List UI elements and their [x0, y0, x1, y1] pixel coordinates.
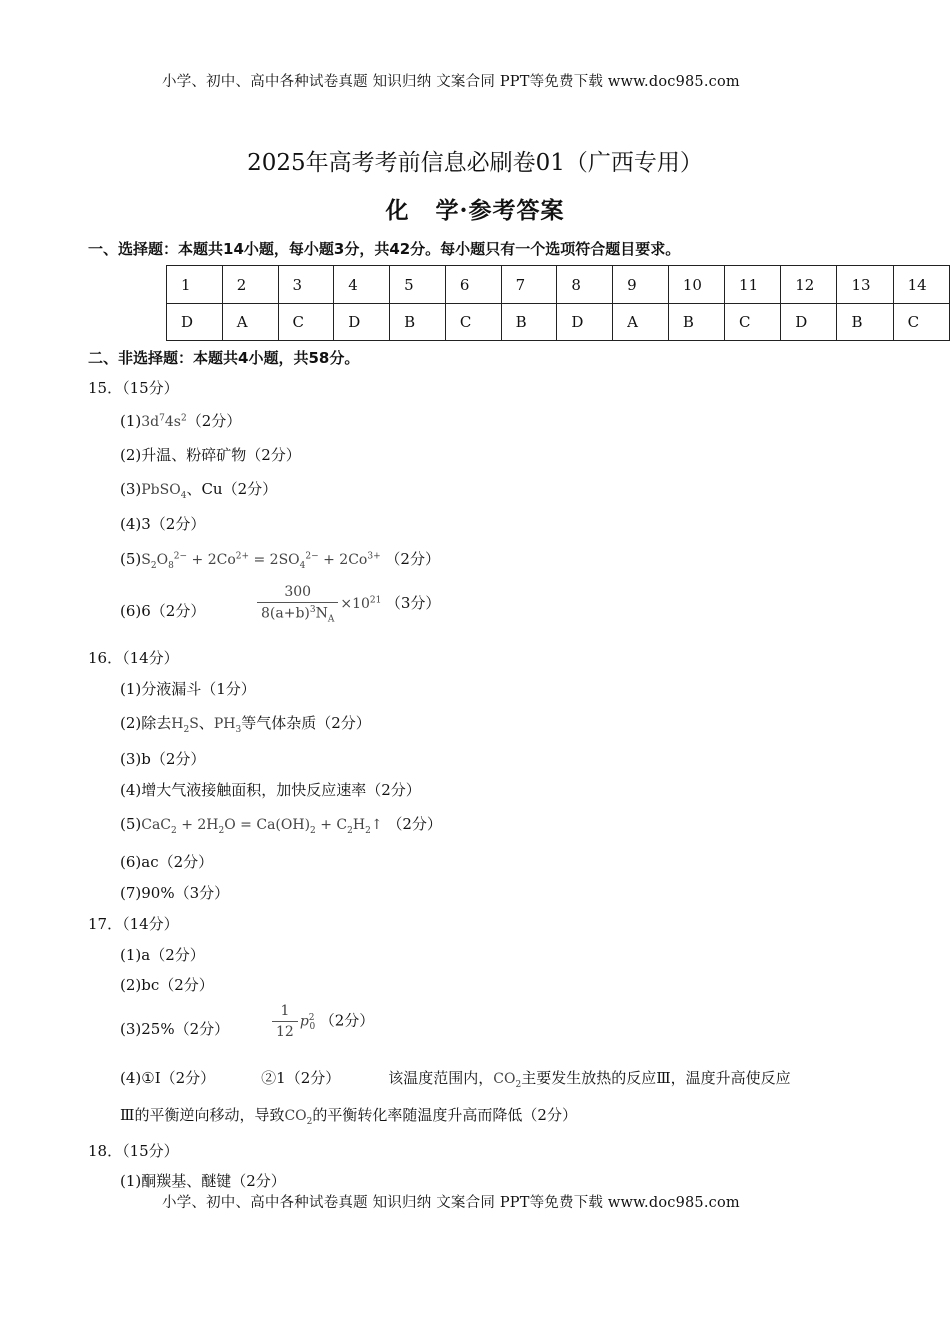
answer-cell: B [390, 304, 446, 341]
q16-item5: $(5)CaC_2 + 2H_2O = Ca(OH)_2$ + $C_2H_2↑$ （2分） [120, 815, 442, 836]
ionic-equation: $S_2O_8^{2-} + 2Co^{2+} = 2SO_4^{2-} + 2Co^{3+}$ [141, 551, 381, 571]
question-number-cell: 11 [725, 266, 781, 304]
q16-item7: (7)90%（3分） [120, 884, 230, 902]
question-number-cell: 3 [278, 266, 334, 304]
answer-cell: D [334, 304, 390, 341]
kp-fraction: $\frac{1}{12}$ [272, 1003, 298, 1040]
question-number-cell: 12 [781, 266, 837, 304]
answer-cell: A [222, 304, 278, 341]
page-subtitle [0, 192, 950, 225]
cac2-equation: $CaC_2 + 2H_2O = Ca(OH)_2$ + $C_2H_2↑$ [141, 817, 383, 836]
q17-item4-line2: Ⅲ的平衡逆向移动，导致$CO_2$的平衡转化率随温度升高而降低（2分） [120, 1106, 577, 1127]
ph3-formula: $PH_3$ [213, 716, 242, 735]
co2-formula: $CO_2$ [284, 1108, 313, 1127]
answer-cell: A [613, 304, 669, 341]
answer-cell: B [668, 304, 724, 341]
answer-cell: C [445, 304, 501, 341]
question-number-cell: 8 [557, 266, 613, 304]
section2-heading: 二、非选择题：本题共4小题，共58分。 [88, 349, 360, 367]
q15-item6-label: (6)6（2分） [120, 602, 206, 620]
q16-item6: (6)ac（2分） [120, 853, 214, 871]
question-number-cell: 14 [893, 266, 949, 304]
answer-cell: C [278, 304, 334, 341]
q18-title: 18．（15分） [88, 1142, 179, 1160]
question-number-cell: 7 [501, 266, 557, 304]
kp-expression: $\frac{1}{12}$ $p^2_0$ （2分） [270, 1003, 374, 1040]
q15-item1: $(1)3d^74s^2(2$分） [120, 412, 242, 430]
answer-cell: B [837, 304, 893, 341]
question-number-cell: 1 [167, 266, 223, 304]
page-footer: 小学、初中、高中各种试卷真题 知识归纳 文案合同 PPT等免费下载 www.doc985.com [162, 1195, 740, 1211]
q17-item2: (2)bc（2分） [120, 976, 214, 994]
answer-cell: C [893, 304, 949, 341]
q17-title: 17．（14分） [88, 915, 179, 933]
co2-formula: $CO_2$ [493, 1071, 522, 1090]
q16-item4: (4)增大气液接触面积，加快反应速率（2分） [120, 781, 421, 799]
question-number-cell: 10 [668, 266, 724, 304]
question-number-cell: 9 [613, 266, 669, 304]
q16-item3: (3)b（2分） [120, 750, 206, 768]
answer-table [166, 265, 950, 341]
q15-item4: (4)3（2分） [120, 515, 206, 533]
electron-config-formula: $3d^74s^2$ [141, 413, 187, 430]
answer-table-answers-row [167, 304, 950, 341]
answer-cell: D [557, 304, 613, 341]
q15-item5: $(5)S_2O_8^{2-} + 2Co^{2+} = 2SO_4^{2-} + 2Co^{3+}$ （2分） [120, 550, 440, 571]
q17-item1: (1)a（2分） [120, 946, 205, 964]
q17-item3-label: (3)25%（2分） [120, 1020, 230, 1038]
subject-char: 化 [385, 197, 410, 224]
q16-item1: (1)分液漏斗（1分） [120, 680, 256, 698]
q17-item4-line1: (4)①I（2分） ②1（2分） 该温度范围内，$CO_2$主要发生放热的反应Ⅲ，温度升高使反应 [120, 1069, 791, 1090]
page-title: 2025年高考考前信息必刷卷01（广西专用） [247, 150, 703, 176]
question-number-cell: 6 [445, 266, 501, 304]
answer-cell: C [725, 304, 781, 341]
question-number-cell: 4 [334, 266, 390, 304]
page-header: 小学、初中、高中各种试卷真题 知识归纳 文案合同 PPT等免费下载 www.doc985.com [162, 74, 740, 90]
pbso4-formula: PbSO$_4$ [141, 482, 187, 501]
answer-table-numbers-row [167, 266, 950, 304]
h2s-formula: $H_2S$ [171, 716, 199, 735]
subtitle-rest: 学·参考答案 [435, 197, 565, 224]
question-number-cell: 13 [837, 266, 893, 304]
section1-heading: 一、选择题：本题共14小题，每小题3分，共42分。每小题只有一个选项符合题目要求。 [88, 240, 681, 258]
answer-cell: B [501, 304, 557, 341]
density-fraction: $\frac{300}{8(a+b)^3N_A}$ [257, 584, 338, 624]
answer-cell: D [167, 304, 223, 341]
q15-item2: (2)升温、粉碎矿物（2分） [120, 446, 301, 464]
q15-item3: (3)PbSO$_4$、Cu（2分） [120, 480, 278, 501]
q18-item1: (1)酮羰基、醚键（2分） [120, 1172, 286, 1190]
question-number-cell: 5 [390, 266, 446, 304]
question-number-cell: 2 [222, 266, 278, 304]
q16-item2: (2)除去$H_2S$、$PH_3$等气体杂质（2分） [120, 714, 371, 735]
density-expression: $\frac{300}{8(a+b)^3N_A}$ $\times 10^{21}$ （3分） [255, 584, 440, 624]
q16-title: 16．（14分） [88, 649, 179, 667]
answer-cell: D [781, 304, 837, 341]
q15-title: 15．（15分） [88, 379, 179, 397]
